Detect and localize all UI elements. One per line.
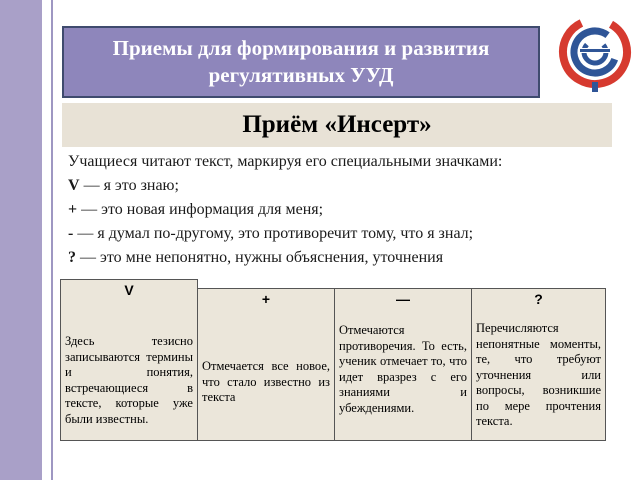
body-text: [68, 150, 628, 270]
marker-text: — я это знаю;: [79, 177, 179, 194]
marker-line: [68, 198, 628, 222]
marker-line: [68, 222, 628, 246]
column-header: ?: [534, 291, 543, 307]
column-text: Отмечаются противоречия. То есть, ученик отмечает то, что идет вразрез с его знаниями и убеждениями.: [339, 323, 467, 415]
marker-text: — я думал по-другому, это противоречит тому, что я знал;: [73, 225, 474, 242]
column-text: Перечисляются непонятные моменты, те, что требуют уточнения или вопросы, возникшие по мере прочтения текста.: [476, 321, 601, 428]
marker-sign: +: [68, 201, 78, 218]
title-line-1: Приемы для формирования и развития: [112, 36, 490, 60]
column-header: +: [261, 291, 271, 307]
circular-emblem-icon: [558, 14, 632, 94]
title-line-2: регулятивных УУД: [208, 63, 394, 87]
insert-table: [60, 279, 606, 441]
marker-sign: ?: [68, 249, 76, 266]
marker-sign: V: [68, 177, 80, 194]
marker-sign: -: [68, 225, 74, 242]
subtitle: Приём «Инсерт»: [242, 111, 432, 138]
column-text: Здесь тезисно записываются термины и понятия, встречающиеся в тексте, которые уже были известны.: [65, 334, 193, 426]
table-column-questions: [471, 288, 606, 441]
column-text: Отмечается все новое, что стало известно из текста: [202, 359, 330, 404]
table-column-known: [60, 279, 198, 441]
table-column-new: [197, 288, 335, 441]
title-box: [62, 26, 540, 98]
table-column-contradiction: [334, 288, 472, 441]
subtitle-banner: [62, 103, 612, 147]
marker-line: [68, 246, 628, 270]
column-header: —: [396, 291, 410, 307]
intro-text: Учащиеся читают текст, маркируя его специальными значками:: [68, 153, 503, 170]
left-decor-bar: [0, 0, 42, 480]
marker-text: — это мне непонятно, нужны объяснения, уточнения: [76, 249, 444, 266]
left-decor-line: [51, 0, 53, 480]
marker-line: [68, 174, 628, 198]
marker-text: — это новая информация для меня;: [77, 201, 324, 218]
column-header: V: [124, 282, 134, 298]
